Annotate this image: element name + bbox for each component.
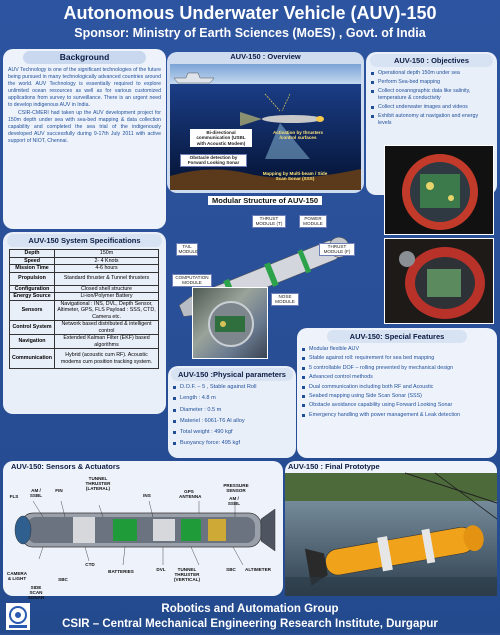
physical-parameter-item: D.O.F. – 5 , Stable against Roll	[173, 384, 291, 392]
poster-title: Autonomous Underwater Vehicle (AUV)-150	[63, 3, 437, 23]
pressure-sensor-label: PRESSURE SENSOR	[223, 483, 249, 494]
sbc-label-1: SBC	[58, 577, 68, 582]
thrust-module-t-label: THRUST MODULE (T)	[252, 215, 286, 228]
objective-item: Operational depth 150m under sea	[371, 70, 492, 77]
specifications-title: AUV-150 System Specifications	[7, 234, 162, 247]
special-feature-item: Obstacle avoidance capability using Forward Looking Sonar	[302, 402, 492, 409]
spec-key: Sensors	[10, 300, 55, 321]
spec-value: Standard thruster & Tunnel thrusters	[55, 272, 159, 285]
spec-value: 4-6 hours	[55, 265, 159, 273]
footer	[0, 600, 500, 633]
module-photo-1-graphic	[193, 288, 269, 360]
spec-key: Mission Time	[10, 265, 55, 273]
objectives-list	[366, 69, 497, 127]
am-ssbl-label-2: AM / SSBL	[227, 496, 241, 507]
ins-label: INS	[143, 493, 151, 498]
physical-parameter-item: Length : 4.8 m	[173, 395, 291, 403]
spec-key: Speed	[10, 257, 55, 265]
dvl-label: DVL	[156, 567, 166, 572]
tunnel-thruster-lateral-label: TUNNEL THRUSTER (LATERAL)	[85, 476, 111, 492]
module-photo-3	[384, 238, 494, 324]
sponsor-line: Sponsor: Ministry of Earth Sciences (MoES) , Govt. of India	[74, 26, 426, 40]
module-photo-3-graphic	[385, 239, 495, 325]
overview-actuation-label: Activation by thrusters /control surfaces	[272, 130, 324, 141]
modular-title: Modular Structure of AUV-150	[208, 196, 322, 205]
special-feature-item: Advanced control methods	[302, 374, 492, 381]
spec-value: Network based distributed & intelligent control	[55, 321, 159, 335]
footer-institute: CSIR – Central Mechanical Engineering Research Institute, Durgapur	[62, 618, 438, 630]
tail-module-label: TAIL MODULE	[176, 243, 198, 256]
spec-value: Extended Kalman Filter (EKF) based algorithms	[55, 335, 159, 349]
spec-row	[10, 272, 159, 285]
overview-comm-label: Bi-directional communication (USBL with Acoustic Modem)	[190, 129, 252, 147]
tunnel-thruster-vertical-label: TUNNEL THRUSTER (VERTICAL)	[173, 567, 201, 583]
sensors-actuators-panel	[3, 461, 283, 601]
objective-item: Perform Sea-bed mapping	[371, 79, 492, 86]
gps-antenna-label: GPS ANTENNA	[179, 489, 202, 500]
fin-label: FIN	[55, 488, 63, 493]
overview-illustration	[170, 64, 361, 190]
thrust-module-f-label: THRUST MODULE (F)	[319, 243, 355, 256]
objective-item: Exhibit autonomy at navigation and energy levels	[371, 113, 492, 127]
side-scan-sonar-label: SIDE SCAN SONAR	[27, 585, 45, 601]
spec-value: 150m	[55, 250, 159, 258]
computation-module-label: COMPUTATION MODULE	[172, 274, 212, 287]
special-feature-item: Stable against roll: requirement for sea bed mapping	[302, 355, 492, 362]
spec-key: Depth	[10, 250, 55, 258]
spec-value: Navigational : INS, DVL, Depth Sensor, Altimeter, GPS, FLS Payload : SSS, CTD, Camera etc.	[55, 300, 159, 321]
background-panel	[3, 49, 166, 229]
spec-key: Control System	[10, 321, 55, 335]
background-para-2: CSIR-CMERI had taken up the AUV development project for 150m depth under sea with sea-bed mapping & data collection capability and completed the sea trial of the indigenously developed AUV successfully during 9-17th July 2011 with active support of NIOT, Chennai.	[8, 110, 161, 145]
spec-row	[10, 250, 159, 258]
camera-light-label: CAMERA & LIGHT	[6, 571, 28, 582]
special-feature-item: 5 controllable DOF – rolling prevented by mechanical design	[302, 365, 492, 372]
spec-key: Configuration	[10, 285, 55, 293]
power-module-label: POWER MODULE	[299, 215, 327, 228]
final-prototype-panel	[285, 461, 497, 596]
header	[0, 0, 500, 46]
spec-key: Energy Source	[10, 293, 55, 301]
physical-parameters-title: AUV-150 :Physical parameters	[171, 368, 293, 381]
background-text	[3, 66, 166, 148]
auv-cross-section-graphic	[3, 461, 283, 596]
prototype-title: AUV-150 : Final Prototype	[288, 462, 380, 471]
spec-key: Communication	[10, 349, 55, 369]
spec-row	[10, 265, 159, 273]
spec-value: 2- 4 Knots	[55, 257, 159, 265]
spec-row	[10, 335, 159, 349]
spec-row	[10, 293, 159, 301]
special-features-title: AUV-150: Special Features	[327, 330, 467, 343]
nose-module-label: NOSE MODULE	[271, 293, 299, 306]
spec-key: Navigation	[10, 335, 55, 349]
special-features-panel	[297, 328, 497, 458]
objective-item: Collect oceanographic data like salinity, temperature & conductivity	[371, 88, 492, 102]
ctd-label: CTD	[85, 562, 95, 567]
physical-parameter-item: Diameter : 0.5 m	[173, 407, 291, 415]
prototype-photo-graphic	[285, 473, 497, 596]
module-photo-2	[384, 145, 494, 235]
physical-parameters-panel	[168, 366, 296, 458]
special-feature-item: Modular flexible AUV	[302, 346, 492, 353]
overview-title: AUV-150 : Overview	[230, 52, 301, 61]
footer-group: Robotics and Automation Group	[161, 603, 339, 615]
physical-parameter-item: Materiel : 6061-T6 Al alloy	[173, 418, 291, 426]
sensors-title: AUV-150: Sensors & Actuators	[11, 462, 120, 471]
special-feature-item: Emergency handling with power management & Leak detection	[302, 412, 492, 419]
spec-value: Hybrid (acoustic cum RF). Acoustic modems cum position tracking system.	[55, 349, 159, 369]
spec-row	[10, 321, 159, 335]
spec-row	[10, 349, 159, 369]
background-para-1: AUV Technology is one of the significant technologies of the future being pursued in many technologically advanced countries around the world. AUV Technology is essentially required to explore unlimited ocean resources as well as for various customized applications from survey to surveillance. There is an urgent need to develop indigenous AUV in India.	[8, 67, 161, 108]
spec-value: Li-ion/Polymer Battery	[55, 293, 159, 301]
fls-label: FLS	[9, 494, 19, 499]
spec-row	[10, 300, 159, 321]
spec-key: Propulsion	[10, 272, 55, 285]
altimeter-label: ALTIMETER	[245, 567, 271, 572]
physical-parameters-list	[168, 383, 296, 448]
special-feature-item: Seabed mapping using Side Scan Sonar (SSS)	[302, 393, 492, 400]
module-photo-1	[192, 287, 268, 359]
special-feature-item: Dual communication including both RF and Acoustic	[302, 384, 492, 391]
module-photo-2-graphic	[385, 146, 495, 236]
physical-parameter-item: Buoyancy force: 495 kgf	[173, 440, 291, 448]
prototype-photo	[285, 473, 497, 596]
objective-item: Collect underwater images and videos	[371, 104, 492, 111]
spec-row	[10, 285, 159, 293]
batteries-label: BATTERIES	[108, 569, 134, 574]
background-title: Background	[23, 51, 146, 64]
objectives-title: AUV-150 : Objectives	[370, 54, 493, 67]
physical-parameter-item: Total weight : 490 kgf	[173, 429, 291, 437]
overview-panel	[167, 52, 364, 193]
spec-value: Closed shell structure	[55, 285, 159, 293]
overview-obstacle-label: Obstacle detection by Forward Looking Sonar	[180, 154, 247, 167]
specifications-panel	[3, 232, 166, 414]
special-features-list	[297, 345, 497, 419]
sbc-label-2: SBC	[226, 567, 236, 572]
spec-row	[10, 257, 159, 265]
am-ssbl-label-1: AM / SSBL	[29, 488, 43, 499]
overview-mapping-label: Mapping by Multi-beam / Side Scan Sonar (SSS)	[262, 171, 328, 182]
specifications-table	[9, 249, 159, 369]
